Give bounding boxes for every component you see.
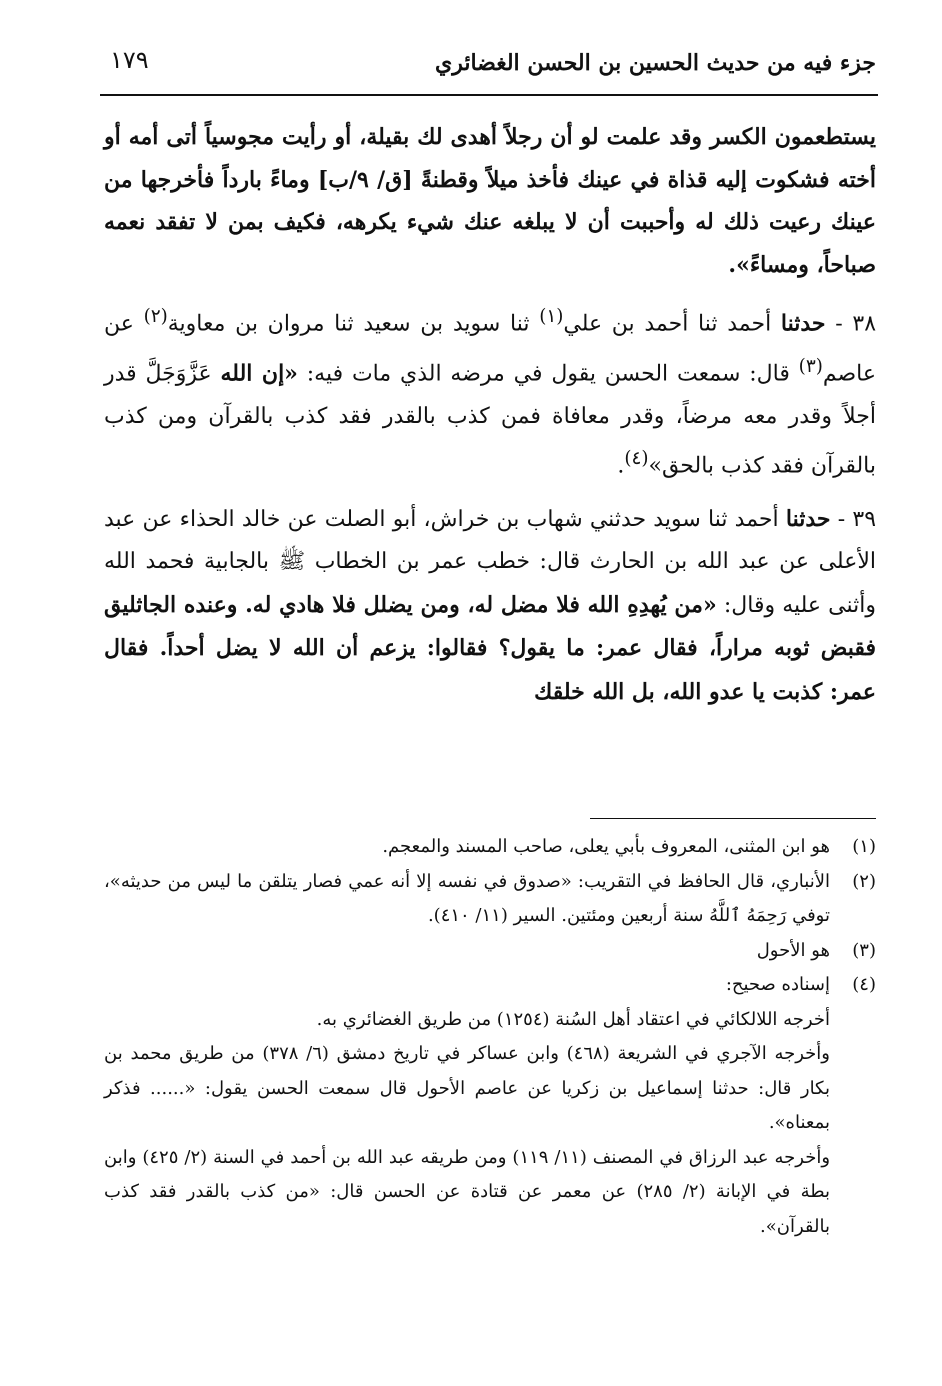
isnad-text: أحمد ثنا سويد حدثني شهاب بن خراش، أبو الصلت عن خالد الحذاء عن عبد الأعلى عن عبد الله بن الحارث قال: خطب عمر بن الخطاب ﷺ بالجابية فحمد الله وأثنى عليه وقال: — [104, 506, 876, 618]
page-number: ١٧٩ — [110, 46, 149, 74]
footnote-ref-4[interactable]: (٤) — [624, 448, 649, 470]
footnote-text: أخرجه اللالكائي في اعتقاد أهل السُنة (١٢٥٤) من طريق الغضائري به. — [316, 1008, 830, 1030]
paragraph-text: يستطعمون الكسر وقد علمت لو أن رجلاً أهدى لك بقيلة، أو رأيت مجوسياً أتى أمه أو أخته فشكوت إليه قذاة في عينك فأخذ ميلاً وقطنةً [ق/ ٩/ب] وماءً بارداً فأخرجها من عينك رعيت ذلك له وأحببت أن لا يبلغه عنك شيء يكرهه، فكيف بمن لا تفقد نعمه صباحاً، ومساءً». — [104, 124, 876, 278]
footnote-number: (٢) — [852, 870, 876, 892]
isnad-text: قال: سمعت الحسن يقول في مرضه الذي مات فيه: — [297, 361, 799, 387]
footnote-ref-2[interactable]: (٢) — [143, 306, 168, 327]
footnote-rule — [590, 818, 876, 819]
footnote-text: وأخرجه عبد الرزاق في المصنف (١١/ ١١٩) ومن طريقه عبد الله بن أحمد في السنة (٢/ ٤٢٥) وابن بطة في الإبانة (٢/ ٢٨٥) عن معمر عن قتادة عن الحسن قال: «من كذب بالقدر فقد كذب بالقرآن». — [104, 1146, 831, 1237]
hadith-keyword: حدثنا — [785, 505, 831, 532]
matn-text: عَزَّوَجَلَّ قدر أجلاً وقدر معه مرضاً، وقدر معافاة فمن كذب بالقدر فقد كذب بالقرآن ومن كذب بالقرآن فقد كذب بالحق» — [104, 361, 876, 479]
matn-text: «من يُهدِهِ الله فلا مضل له، ومن يضلل فلا هادي له. وعنده الجاثليق فقبض ثوبه مراراً، فقال عمر: ما يقول؟ فقالوا: يزعم أن الله لا يضل أحداً. فقال عمر: كذبت يا عدو الله، بل الله خلقك — [104, 591, 876, 705]
hadith-number: ٣٩ - — [830, 506, 877, 532]
header-title: جزء فيه من حديث الحسين بن الحسن الغضائري — [434, 50, 876, 76]
header-rule — [100, 94, 878, 96]
main-text — [104, 116, 876, 714]
footnotes — [104, 830, 876, 1244]
footnote-text: الأنباري، قال الحافظ في التقريب: «صدوق في نفسه إلا أنه عمي فصار يتلقن ما ليس من حديثه»، توفي رَحِمَهُ ٱللَّهُ سنة أربعين ومئتين. السير (١١/ ٤١٠). — [104, 870, 830, 926]
footnote-heading: إسناده صحيح: — [725, 974, 830, 995]
hadith-38 — [104, 296, 876, 488]
running-header — [100, 38, 876, 94]
footnote-number: (٤) — [852, 974, 876, 995]
footnote-ref-3[interactable]: (٣) — [798, 355, 823, 377]
footnote-ref-1[interactable]: (١) — [539, 306, 564, 327]
footnote-text: هو الأحول — [756, 939, 830, 961]
footnote-text: هو ابن المثنى، المعروف بأبي يعلى، صاحب المسند والمعجم. — [382, 836, 830, 857]
footnote-3 — [104, 934, 876, 969]
footnote-4 — [104, 968, 876, 1244]
hadith-number: ٣٨ - — [825, 311, 877, 337]
hadith-39 — [104, 498, 876, 715]
isnad-text: ثنا سويد بن سعيد ثنا مروان بن معاوية — [167, 311, 540, 337]
footnote-number: (٣) — [852, 939, 876, 961]
footnote-number: (١) — [852, 836, 876, 857]
hadith-keyword: حدثنا — [780, 310, 826, 337]
punctuation: . — [617, 453, 625, 479]
footnote-2 — [104, 865, 876, 934]
isnad-text: أحمد ثنا أحمد بن علي — [563, 311, 781, 337]
footnote-1 — [104, 830, 876, 865]
paragraph-continuation — [104, 116, 876, 286]
isnad-text: عن عاصم — [104, 311, 876, 387]
footnote-text: وأخرجه الآجري في الشريعة (٤٦٨) وابن عساكر في تاريخ دمشق (٦/ ٣٧٨) من طريق محمد بن بكار قال: حدثنا إسماعيل بن زكريا عن عاصم الأحول قال سمعت الحسن يقول: «...... فذكر بمعناه». — [104, 1043, 831, 1133]
matn-text: «إن الله — [220, 360, 298, 387]
